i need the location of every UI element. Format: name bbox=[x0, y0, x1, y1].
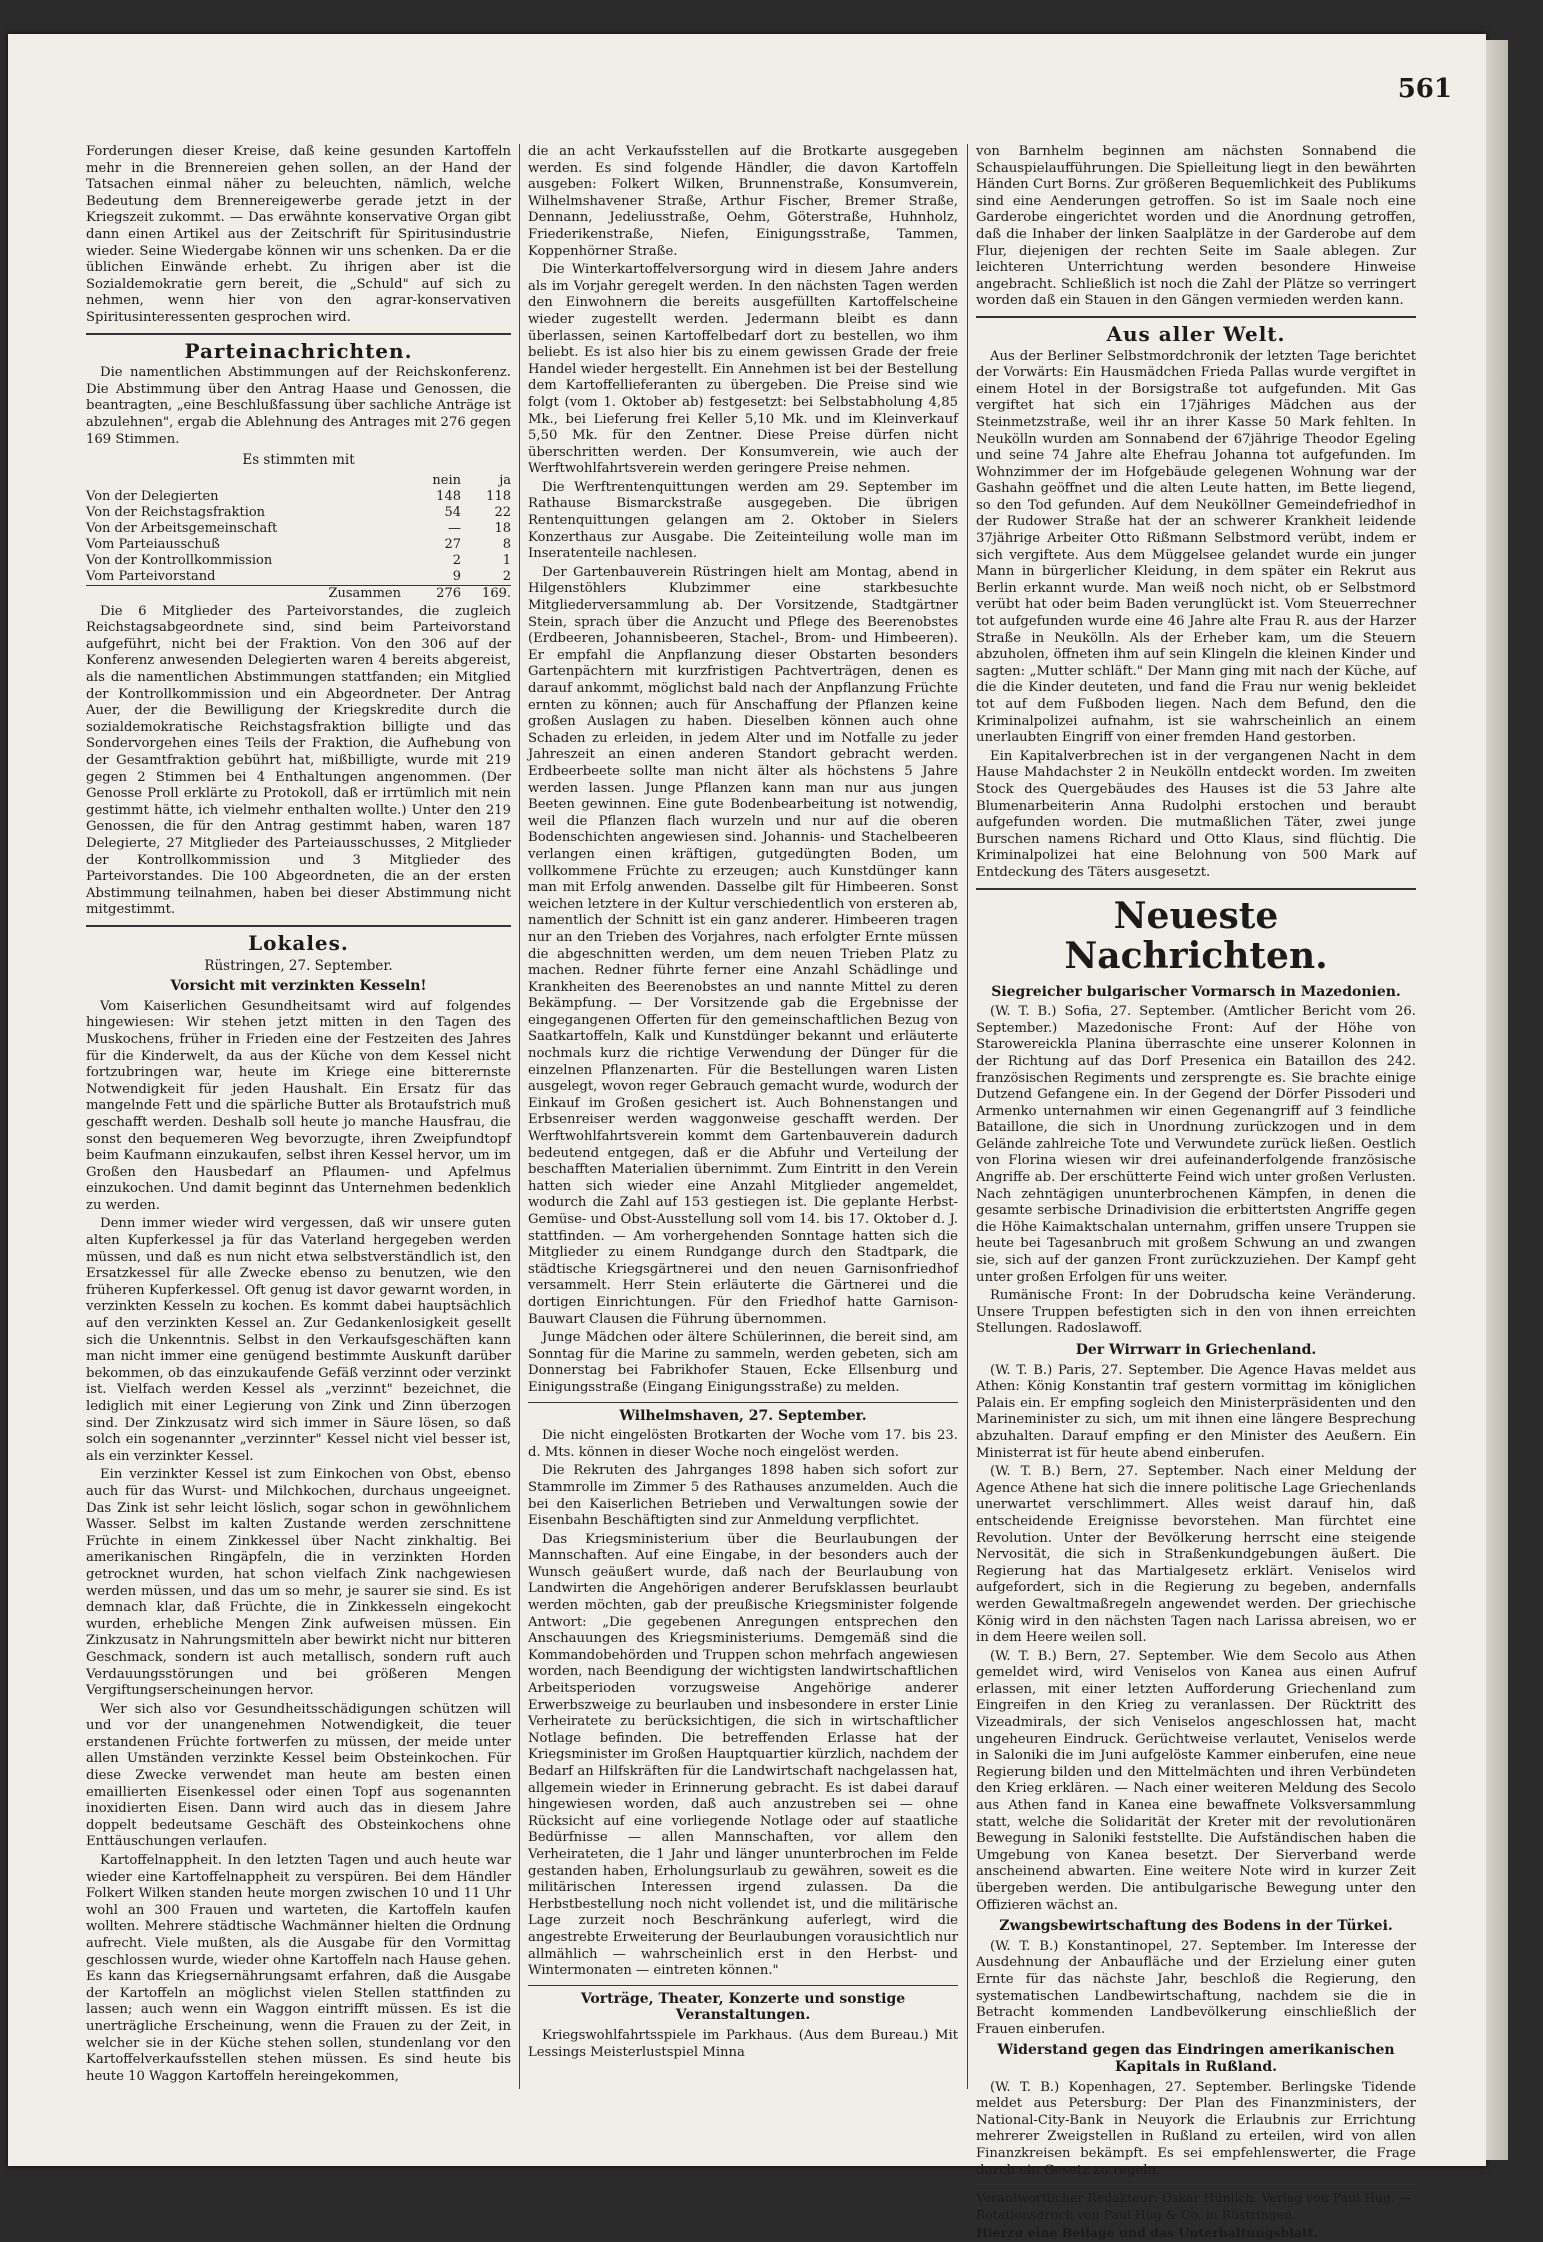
vote-label: Von der Kontrollkommission bbox=[86, 552, 273, 568]
divider bbox=[528, 1402, 958, 1403]
paragraph: Forderungen dieser Kreise, daß keine gesunden Kartoffeln mehr in die Brennereien gehen sollen, an der Hand der Tatsachen einmal näher zu beleuchten, nämlich, welche Bedeutung dem Brennereigewerbe gerade jetzt in der Kriegszeit zukommt. — Das erwähnte konservative Organ gibt dann einen Artikel aus der Zeitschrift für Spiritusindustrie wieder. Seine Wiedergabe können wir uns schenken. Da er die üblichen Einwände erhebt. Zu ihrigen aber ist die Sozialdemokratie gern bereit, die „Schuld" auf sich zu nehmen, wenn hier von den agrar-konservativen Spiritusinteressenten gesprochen wird. bbox=[86, 144, 511, 325]
vote-label: Vom Parteivorstand bbox=[86, 568, 216, 584]
vote-table bbox=[86, 473, 511, 602]
col-header: nein bbox=[432, 472, 461, 488]
supplement-note: Hierzu eine Beilage und das Unterhaltungsblatt. bbox=[976, 2225, 1318, 2241]
dateline: Rüstringen, 27. September. bbox=[204, 957, 393, 974]
vote-nein: 148 bbox=[436, 488, 461, 504]
dateline: Wilhelmshaven, 27. September. bbox=[619, 1407, 867, 1424]
divider bbox=[86, 925, 511, 927]
column-3 bbox=[976, 144, 1416, 2241]
paragraph: Ein Kapitalverbrechen ist in der vergangenen Nacht in dem Hause Mahdachster 2 in Neukölln entdeckt worden. Im zweiten Stock des Quergebäudes des Hauses ist die 53 Jahre alte Blumenarbeiterin Anna Rudolphi erstochen und beraubt aufgefunden worden. Die mutmaßlichen Täter, zwei junge Burschen namens Richard und Otto Klaus, sind flüchtig. Die Kriminalpolizei hat eine Belohnung von 500 Mark auf Entdeckung des Täters ausgesetzt. bbox=[976, 748, 1416, 880]
vote-nein: — bbox=[448, 520, 461, 536]
paragraph: Die Winterkartoffelversorgung wird in diesem Jahre anders als im Vorjahr geregelt werden. In den nächsten Tagen werden den Einwohnern die bereits ausgefüllten Kartoffelscheine wieder zugestellt werden. Jedermann bleibt es dann überlassen, seinen Kartoffelbedarf dort zu bestellen, wo ihm beliebt. Es ist also hier bis zu einem gewissen Grade der freie Handel wieder hergestellt. Ein Annehmen ist bei der Bestellung dem Kartoffellieferanten zu übergeben. Die Preise sind wie folgt (vom 1. Oktober ab) festgesetzt: bei Selbstabholung 4,85 Mk., bei Lieferung frei Keller 5,10 Mk. und im Kleinverkauf 5,50 Mk. für den Zentner. Diese Preise dürfen nicht überschritten werden. Der Konsumverein, wie auch der Werftwohlfahrtsverein werden geringere Preise nehmen. bbox=[528, 262, 958, 477]
paragraph: Aus der Berliner Selbstmordchronik der letzten Tage berichtet der Vorwärts: Ein Hausmädchen Frieda Pallas wurde vergiftet in einem Hotel in der Borsigstraße tot aufgefunden. Mit Gas vergiftet hat sich ein 17jähriges Mädchen aus der Steinmetzstraße, weil ihr an ihrer Kasse 50 Mark fehlten. In Neukölln wurden am Sonnabend der 67jährige Theodor Egeling und seine 74 Jahre alte Ehefrau Johanna tot aufgefunden. Im Wohnzimmer der im Hofgebäude gelegenen Wohnung war der Gashahn geöffnet und die alten Leute hatten, im Bette liegend, so den Tod gefunden. Auf dem Neuköllner Gemeindefriedhof in der Rudower Straße hat der an schwerer Krankheit leidende 37jährige Arbeiter Otto Rißmann Selbstmord verübt, indem er sich vergiftete. Aus dem Müggelsee gelandet wurde ein junger Mann in bürgerlicher Kleidung, in dem später ein Rekrut aus Berlin erkannt wurde. Man weiß noch nicht, ob er Selbstmord verübt hat oder beim Baden verunglückt ist. Vom Steuerrechner tot aufgefunden wurde eine 46 Jahre alte Frau R. aus der Harzer Straße in Neukölln. Als der Erheber kam, um die Steuern abzuholen, öffneten ihm auf sein Klingeln die kleinen Kinder und sagten: „Mutter schläft." Der Mann ging mit nach der Küche, auf die die Kinder deuteten, und fand die Frau nur wenig bekleidet tot auf dem Fußboden liegen. Nach dem Befund, den die Kriminalpolizei aufnahm, ist sie wahrscheinlich an einem unerlaubten Eingriff von einer fremden Hand gestorben. bbox=[976, 348, 1416, 746]
paragraph: Die 6 Mitglieder des Parteivorstandes, die zugleich Reichstagsabgeordnete sind, sind beim Parteivorstand aufgeführt, nicht bei der Fraktion. Von den 306 auf der Konferenz anwesenden Delegierten waren 4 bereits abgereist, als die namentlichen Abstimmungen stattfanden; ein Mitglied der Kontrollkommission und ein Abgeordneter. Der Antrag Auer, der die Bewilligung der Kriegskredite durch die sozialdemokratische Reichstagsfraktion billigte und das Sondervorgehen eines Teils der Fraktion, die Aufhebung von der Gesamtfraktion gebührt hat, mißbilligte, wurde mit 219 gegen 2 Stimmen bei 4 Enthaltungen angenommen. (Der Genosse Proll erklärte zu Protokoll, daß er irrtümlich mit nein gestimmt hätte, ich vielmehr enthalten wollte.) Unter den 219 Genossen, die für den Antrag gestimmt haben, waren 187 Delegierte, 27 Mitglieder des Parteiausschusses, 2 Mitglieder der Kontrollkommission und 3 Mitglieder des Parteivorstandes. Die 100 Abgeordneten, die an der ersten Abstimmung teilnahmen, haben bei dieser Abstimmung nicht mitgestimmt. bbox=[86, 603, 511, 918]
article-heading: Siegreicher bulgarischer Vormarsch in Mazedonien. bbox=[991, 983, 1401, 1000]
column-rule bbox=[967, 144, 968, 2089]
vote-label: Von der Arbeitsgemeinschaft bbox=[86, 520, 278, 536]
paragraph: Die Werftrentenquittungen werden am 29. September im Rathause Bismarckstraße ausgegeben. Die übrigen Rentenquittungen gelangen am 2. Oktober in Sielers Konzerthaus zur Ausgabe. Die Zeiteinteilung wolle man im Inseratenteile nachlesen. bbox=[528, 479, 958, 562]
vote-row bbox=[86, 537, 511, 553]
col-header: ja bbox=[499, 472, 511, 488]
vote-row bbox=[86, 569, 511, 586]
columns bbox=[86, 144, 1416, 2241]
newspaper-page bbox=[8, 34, 1486, 2241]
paragraph: Wer sich also vor Gesundheitsschädigungen schützen will und vor der unangenehmen Notwendigkeit, die teuer erstandenen Früchte fortwerfen zu müssen, der meide unter allen Umständen verzinkte Kessel beim Obsteinkochen. Für diese Zwecke verwendet man heute am besten einen emaillierten Eisenkessel oder einen Topf aus sogenannten inoxidierten Eisen. Dann wird auch das in diesem Jahre doppelt bedeutsame Geschäft des Obsteinkochens ohne Enttäuschungen verlaufen. bbox=[86, 1701, 511, 1850]
paragraph: Junge Mädchen oder ältere Schülerinnen, die bereit sind, am Sonntag für die Marine zu sammeln, werden gebeten, sich am Donnerstag bei Fabrikhofer Stauen, Ecke Ellsenburg und Einigungsstraße (Eingang Einigungsstraße) zu melden. bbox=[528, 1330, 958, 1395]
column-1 bbox=[86, 144, 511, 2089]
paragraph: Kartoffelnappheit. In den letzten Tagen und auch heute war wieder eine Kartoffelnappheit zu verspüren. Bei dem Händler Folkert Wilken standen heute morgen zwischen 10 und 11 Uhr wohl an 300 Frauen und warteten, die Kartoffeln kaufen wollten. Mehrere städtische Wachmänner hielten die Ordnung aufrecht. Viele mußten, als die Ausgabe für den Vormittag geschlossen wurde, wieder ohne Kartoffeln nach Hause gehen. Es kann das Kriegsernährungsamt erfahren, daß die Ausgabe der Kartoffeln an möglichst vielen Stellen stattfinden zu lassen; auch wenn ein Waggon eintrifft müssen. Es ist die unerträgliche Erscheinung, wenn die Frauen zu der Zeit, in welcher sie in der Küche stehen sollen, stundenlang vor den Kartoffelverkaufsstellen stehen müssen. Es sind heute bis heute 10 Waggon Kartoffeln hereingekommen, bbox=[86, 1853, 511, 2084]
vote-label: Von der Delegierten bbox=[86, 488, 219, 504]
paragraph: Denn immer wieder wird vergessen, daß wir unsere guten alten Kupferkessel ja für das Vaterland hergegeben werden müssen, und daß es nun nicht etwa selbstverständlich ist, den Ersatzkessel für alle Zwecke ebenso zu benutzen, wie den früheren Kupferkessel. Oft genug ist davor gewarnt worden, in verzinkten Kesseln zu kochen. Es kommt dabei hauptsächlich auf den verzinkten Kessel an. Zur Gedankenlosigkeit gesellt sich die Unkenntnis. Selbst in den Verkaufsgeschäften kann man nicht immer eine genügend bestimmte Auskunft darüber bekommen, ob das einzukaufende Gefäß verzinnt oder verzinkt ist. Vielfach werden Kessel als „verzinnt" bezeichnet, die lediglich mit einer Legierung von Zink und Zinn überzogen sind. Der Zinkzusatz wird sich immer in Säure lösen, so daß solch ein sogenannter „verzinnter" Kessel nicht viel besser ist, als ein verzinkter Kessel. bbox=[86, 1216, 511, 1464]
article-heading: Vorträge, Theater, Konzerte und sonstige Veranstaltungen. bbox=[580, 1990, 906, 2024]
divider bbox=[976, 316, 1416, 318]
paragraph: Vom Kaiserlichen Gesundheitsamt wird auf folgendes hingewiesen: Wir stehen jetzt mitten in den Tagen des Muskochens, früher in Frieden eine der Festzeiten des Jahres für die Kinderwelt, da aus der Küche von dem Kessel nicht fortzubringen war, heute im Kriege eine bitterernste Notwendigkeit für jeden Haushalt. Ein Ersatz für das mangelnde Fett und die spärliche Butter als Brotaufstrich muß geschafft werden. Deshalb soll heute jo manche Hausfrau, die sonst den bequemeren Weg bevorzugte, ihren Zweipfundtopf beim Kaufmann einzukaufen, selbst ihren Kessel hervor, um im Großen den Hausbedarf an Pflaumen- und Apfelmus einzukochen. Und damit beginnt das Unternehmen bedenklich zu werden. bbox=[86, 998, 511, 1213]
vote-nein: 54 bbox=[444, 504, 461, 520]
vote-nein: 276 bbox=[411, 585, 461, 602]
section-heading: Parteinachrichten. bbox=[184, 338, 413, 363]
paragraph: Das Kriegsministerium über die Beurlaubungen der Mannschaften. Auf eine Eingabe, in der besonders auch der Wunsch geäußert wurde, daß nach der Beurlaubung von Landwirten die Angehörigen anderer Berufsklassen beurlaubt werden möchten, gab der preußische Kriegsminister folgende Antwort: „Die gegebenen Anregungen entsprechen den Anschauungen des Kriegsministeriums. Demgemäß sind die Kommandobehörden und Truppen schon mehrfach angewiesen worden, nach Beendigung der wichtigsten landwirtschaftlichen Arbeitsperioden vorzugsweise Angehörige anderer Erwerbszweige zu beurlauben und insbesondere in erster Linie Verheiratete zu berücksichtigen, die sich in wirtschaftlicher Notlage befinden. Die betreffenden Erlasse hat der Kriegsminister im Großen Hauptquartier kürzlich, nachdem der Bedarf an Hilfskräften für die Landwirtschaft nachgelassen hat, allgemein wieder in Erinnerung gebracht. Es ist dabei darauf hingewiesen worden, daß auch anzustreben sei — ohne Rücksicht auf eine vorliegende Notlage oder auf staatliche Bedürfnisse — allen Mannschaften, vor allem den Verheirateten, die 1 Jahr und länger ununterbrochen im Felde gestanden haben, Erholungsurlaub zu gewähren, soweit es die militärischen Interessen irgend zulassen. Da die Herbstbestellung noch nicht vollendet ist, und die militärische Lage zurzeit noch Beschränkung auferlegt, wird die angestrebte Erweiterung der Beurlaubungen vorausichtlich nur allmählich — wahrscheinlich erst in den Herbst- und Wintermonaten — eintreten können." bbox=[528, 1531, 958, 1979]
paragraph: Die nicht eingelösten Brotkarten der Woche vom 17. bis 23. d. Mts. können in dieser Woche noch eingelöst werden. bbox=[528, 1428, 958, 1460]
vote-ja: 2 bbox=[502, 568, 511, 584]
page-edge bbox=[1486, 40, 1508, 2160]
vote-nein: 9 bbox=[452, 568, 461, 584]
vote-nein: 27 bbox=[444, 536, 461, 552]
article-heading: Der Wirrwarr in Griechenland. bbox=[1075, 1342, 1317, 1358]
vote-label: Zusammen bbox=[86, 585, 411, 602]
vote-header bbox=[86, 473, 511, 489]
section-heading: Lokales. bbox=[248, 930, 349, 955]
paragraph: (W. T. B.) Bern, 27. September. Nach einer Meldung der Agence Athene hat sich die innere politische Lage Griechenlands unerwartet verschlimmert. Alles weist darauf hin, daß entscheidende Ereignisse bevorstehen. Man fürchtet eine Revolution. Unter der Bevölkerung herrscht eine steigende Nervosität, die sich in Straßenkundgebungen äußert. Die Regierung hat das Martialgesetz erklärt. Veniselos wird aufgefordert, sich in die Regierung zu begeben, andernfalls werden Gewaltmaßregeln angewendet werden. Der griechische König wird in den nächsten Tagen nach Larissa abreisen, wo er in dem Heere weilen soll. bbox=[976, 1464, 1416, 1646]
paragraph: (W. T. B.) Bern, 27. September. Wie dem Secolo aus Athen gemeldet wird, wird Veniselos von Kanea aus einen Aufruf erlassen, mit einer letzten Aufforderung Griechenland zum Eingreifen in den Krieg zu veranlassen. Der Rücktritt des Vizeadmirals, der sich Veniselos angeschlossen hat, macht ungeheuren Eindruck. Gerüchtweise verlautet, Veniselos werde in Saloniki die im Juni aufgelöste Kammer einberufen, eine neue Regierung bilden und den Mittelmächten und ihren Verbündeten den Krieg erklären. — Nach einer weiteren Meldung des Secolo aus Athen fand in Kanea eine bewaffnete Volksversammlung statt, welche die Solidarität der Kreter mit der revolutionären Bewegung in Saloniki feststellte. Die Aufständischen haben die Umgebung von Kanea besetzt. Der Sierverband werde anscheinend abwarten. Eine weitere Note wird in kurzer Zeit übergeben werden. Die antibulgarische Bewegung unter den Offizieren wächst an. bbox=[976, 1648, 1416, 1913]
paragraph: Die Rekruten des Jahrganges 1898 haben sich sofort zur Stammrolle im Zimmer 5 des Rathauses anzumelden. Auch die bei den Kaiserlichen Betrieben und Verwaltungen sowie der Eisenbahn Beschäftigten sind zur Anmeldung verpflichtet. bbox=[528, 1463, 958, 1529]
imprint: Verantwortlicher Redakteur: Oskar Hünlich. Verlag von Paul Hug. — Rotationsdruck von Paul Hug & Co. in Rüstringen. bbox=[976, 2190, 1412, 2222]
vote-ja: 118 bbox=[486, 488, 511, 504]
vote-nein: 2 bbox=[452, 552, 461, 568]
vote-row bbox=[86, 489, 511, 505]
paragraph: die an acht Verkaufsstellen auf die Brotkarte ausgegeben werden. Es sind folgende Händler, die davon Kartoffeln ausgeben: Folkert Wilken, Brunnenstraße, Konsumverein, Wilhelmshavener Straße, Arthur Fischer, Bremer Straße, Dennann, Jedeliusstraße, Oehm, Göterstraße, Huhnholz, Friederikenstraße, Niefen, Einigungsstraße, Tammen, Koppenhörner Straße. bbox=[528, 144, 958, 259]
vote-label: Von der Reichstagsfraktion bbox=[86, 504, 266, 520]
paragraph: Der Gartenbauverein Rüstringen hielt am Montag, abend in Hilgenstöhlers Klubzimmer eine starkbesuchte Mitgliederversammlung ab. Der Vorsitzende, Stadtgärtner Stein, sprach über die Anzucht und Pflege des Beerenobstes (Erdbeeren, Johannisbeeren, Stachel-, Brom- und Himbeeren). Er empfahl die Anpflanzung dieser Obstarten besonders Gartenpächtern mit kurzfristigen Pachtverträgen, denen es darauf ankommt, möglichst bald nach der Anpflanzung Früchte ernten zu können; auch für Anschaffung der Pflanzen keine großen Auslagen zu haben. Dieselben können auch ohne Schaden zu erleiden, in jedem Alter und im Notfalle zu jeder Jahreszeit an einen anderen Standort gebracht werden. Erdbeerbeete sollte man nicht älter als höchstens 5 Jahre werden lassen. Junge Pflanzen kann man nur aus jungen Beeten gewinnen. Eine gute Bodenbearbeitung ist notwendig, weil die Pflanzen flach wurzeln und nur auf die oberen Bodenschichten angewiesen sind. Johannis- und Stachelbeeren verlangen einen kräftigen, gutgedüngten Boden, um vollkommene Früchte zu erzeugen; auch Kunstdünger kann man mit Erfolg anwenden. Dasselbe gilt für Himbeeren. Sonst weichen letztere in der Kultur verschiedentlich von ersteren ab, namentlich der Schnitt ist ein ganz anderer. Himbeeren tragen nur an den Trieben des Vorjahres, nach erfolgter Ernte müssen die abgeschnitten werden, um dem neuen Trieben Platz zu machen. Redner führte ferner eine Anzahl Schädlinge und Krankheiten des Beerenobstes an und nannte Mittel zu deren Bekämpfung. — Der Vorsitzende gab die Ergebnisse der eingegangenen Offerten für den gemeinschaftlichen Bezug von Saatkartoffeln, Kalk und Kunstdünger bekannt und erläuterte nochmals kurz die richtige Verwendung der Dünger für die einzelnen Pflanzenarten. Für die Bestellungen waren Listen ausgelegt, wovon reger Gebrauch gemacht wurde, wodurch der Einkauf im Großen gesichert ist. Auch Bohnenstangen und Erbsenreiser werden waggonweise geschafft werden. Der Werftwohlfahrtsverein kommt dem Gartenbauverein dadurch bedeutend entgegen, daß er die Abfuhr und Verteilung der beschafften Materialien übernimmt. Zum Eintritt in den Verein hatten sich wieder eine Anzahl Mitglieder angemeldet, wodurch die Zahl auf 153 gestiegen ist. Die geplante Herbst-Gemüse- und Obst-Ausstellung soll vom 14. bis 17. Oktober d. J. stattfinden. — Am vorhergehenden Sonntage hatten sich die Mitglieder zu einem Rundgange durch den Stadtpark, die städtische Kriegsgärtnerei und den neuen Garnisonfriedhof versammelt. Herr Stein erläuterte die Gärtnerei und die dortigen Einrichtungen. Für den Friedhof hatte Garnison-Bauwart Clausen die Führung übernommen. bbox=[528, 564, 958, 1327]
vote-row bbox=[86, 553, 511, 569]
divider bbox=[976, 888, 1416, 890]
paragraph: (W. T. B.) Konstantinopel, 27. September. Im Interesse der Ausdehnung der Anbaufläche und der Erzielung einer guten Ernte für das nächste Jahr, beschloß die Regierung, den systematischen Landbewirtschaftung, nachdem sie die in Betracht kommenden Landbevölkerung einschließlich der Frauen einberufen. bbox=[976, 1938, 1416, 2037]
divider bbox=[86, 333, 511, 335]
vote-caption: Es stimmten mit bbox=[242, 452, 355, 469]
vote-ja: 18 bbox=[494, 520, 511, 536]
paragraph: (W. T. B.) Kopenhagen, 27. September. Berlingske Tidende meldet aus Petersburg: Der Plan des Finanzministers, der National-City-Bank in Neuyork die Erlaubnis zur Errichtung mehrerer Zweigstellen in Rußland zu erteilen, wird von allen Finanzkreisen bekämpft. Es sei empfehlenswerter, die Frage durch ein Gesetz zu regeln. bbox=[976, 2079, 1416, 2178]
vote-ja: 1 bbox=[502, 552, 511, 568]
section-heading-large: Neueste Nachrichten. bbox=[1064, 894, 1328, 977]
paragraph: von Barnhelm beginnen am nächsten Sonnabend die Schauspielaufführungen. Die Spielleitung liegt in den bewährten Händen Curt Borns. Zur größeren Bequemlichkeit des Publikums sind eine Aenderungen getroffen. So ist im Saale noch eine Garderobe eingerichtet worden und die Anordnung getroffen, daß die Inhaber der linken Saalplätze in der Garderobe auf dem Flur, diejenigen der rechten Seite im Saale ablegen. Zur leichteren Unterrichtung werden besondere Hinweise angebracht. Schließlich ist noch die Zahl der Plätze so verringert worden daß ein Stauen in den Gängen vermieden werden kann. bbox=[976, 144, 1416, 309]
paragraph: Rumänische Front: In der Dobrudscha keine Veränderung. Unsere Truppen befestigten sich in den von ihnen erreichten Stellungen. Radoslawoff. bbox=[976, 1288, 1416, 1337]
column-2 bbox=[528, 144, 958, 2089]
vote-ja: 22 bbox=[494, 504, 511, 520]
page-number: 561 bbox=[1397, 74, 1452, 104]
paragraph: Ein verzinkter Kessel ist zum Einkochen von Obst, ebenso auch für das Wurst- und Milchkochen, durchaus ungeeignet. Das Zink ist sehr leicht löslich, sogar schon in gewöhnlichem Wasser. Selbst im kalten Zustande werden zerschnittene Früchte in einem Zinkkessel über Nacht zinkhaltig. Bei amerikanischen Ringäpfeln, die in verzinkten Horden getrocknet wurden, hat schon vielfach Zink nachgewiesen werden müssen, und das um so mehr, je saurer sie sind. Es ist demnach klar, daß Früchte, die in Zinkkesseln eingekocht wurden, erhebliche Mengen Zink aufweisen müssen. Ein Zinkzusatz in Nahrungsmitteln aber bewirkt nicht nur bitteren Geschmack, sondern ist auch metallisch, sondern ruft auch Verdauungsstörungen und bei größeren Mengen Vergiftungserscheinungen hervor. bbox=[86, 1467, 511, 1699]
vote-row bbox=[86, 521, 511, 537]
paragraph: (W. T. B.) Sofia, 27. September. (Amtlicher Bericht vom 26. September.) Mazedonische Front: Auf der Höhe von Starowereickla Planina überraschte eine unserer Kolonnen in der Richtung auf das Dorf Presenica ein Bataillon des 242. französischen Regiments und zersprengte es. Sie brachte einige Dutzend Gefangene ein. In der Gegend der Dörfer Pissoderi und Armenko unternahmen wir einen Gegenangriff auf 3 feindliche Bataillone, die sich in Unordnung zurückzogen und in dem Gelände zahlreiche Tote und Verwundete zurück ließen. Oestlich von Florina wiesen wir drei aufeinanderfolgende französische Angriffe ab. Der erschütterte Feind wich unter großen Verlusten. Nach zehntägigen ununterbrochenen Kämpfen, in denen die gesamte serbische Drinadivision die erbittertsten Angriffe gegen die Höhe Kaimaktschalan unternahm, griffen unsere Truppen sie heute bei Tagesanbruch mit großem Schwung an und zwangen sie, sich auf der ganzen Front zurückzuziehen. Der Kampf geht unter großen Erfolgen für uns weiter. bbox=[976, 1004, 1416, 1285]
divider bbox=[528, 1985, 958, 1986]
paragraph: Die namentlichen Abstimmungen auf der Reichskonferenz. Die Abstimmung über den Antrag Haase und Genossen, die beantragten, „eine Beschlußfassung über sachliche Anträge ist abzulehnen", ergab die Ablehnung des Antrages mit 276 gegen 169 Stimmen. bbox=[86, 365, 511, 447]
article-heading: Zwangsbewirtschaftung des Bodens in der Türkei. bbox=[999, 1918, 1393, 1935]
column-rule bbox=[519, 144, 520, 2089]
divider bbox=[976, 2184, 1416, 2185]
vote-label: Vom Parteiausschuß bbox=[86, 536, 220, 552]
vote-ja: 169. bbox=[461, 585, 511, 602]
section-heading: Aus aller Welt. bbox=[1106, 321, 1286, 346]
vote-ja: 8 bbox=[502, 536, 511, 552]
article-heading: Widerstand gegen das Eindringen amerikanischen Kapitals in Rußland. bbox=[997, 2042, 1395, 2075]
article-heading: Vorsicht mit verzinkten Kesseln! bbox=[170, 978, 427, 995]
vote-total-row bbox=[86, 585, 511, 602]
paragraph: Kriegswohlfahrtsspiele im Parkhaus. (Aus dem Bureau.) Mit Lessings Meisterlustspiel Minna bbox=[528, 2027, 958, 2060]
vote-row bbox=[86, 505, 511, 521]
paragraph: (W. T. B.) Paris, 27. September. Die Agence Havas meldet aus Athen: König Konstantin traf gestern vormittag im königlichen Palais ein. Er empfing sogleich den Ministerpräsidenten und den Marineminister zu sich, um mit ihnen eine längere Besprechung abzuhalten. Darauf empfing er den Minister des Aeußern. Ein Ministerrat ist für heute abend einberufen. bbox=[976, 1362, 1416, 1461]
